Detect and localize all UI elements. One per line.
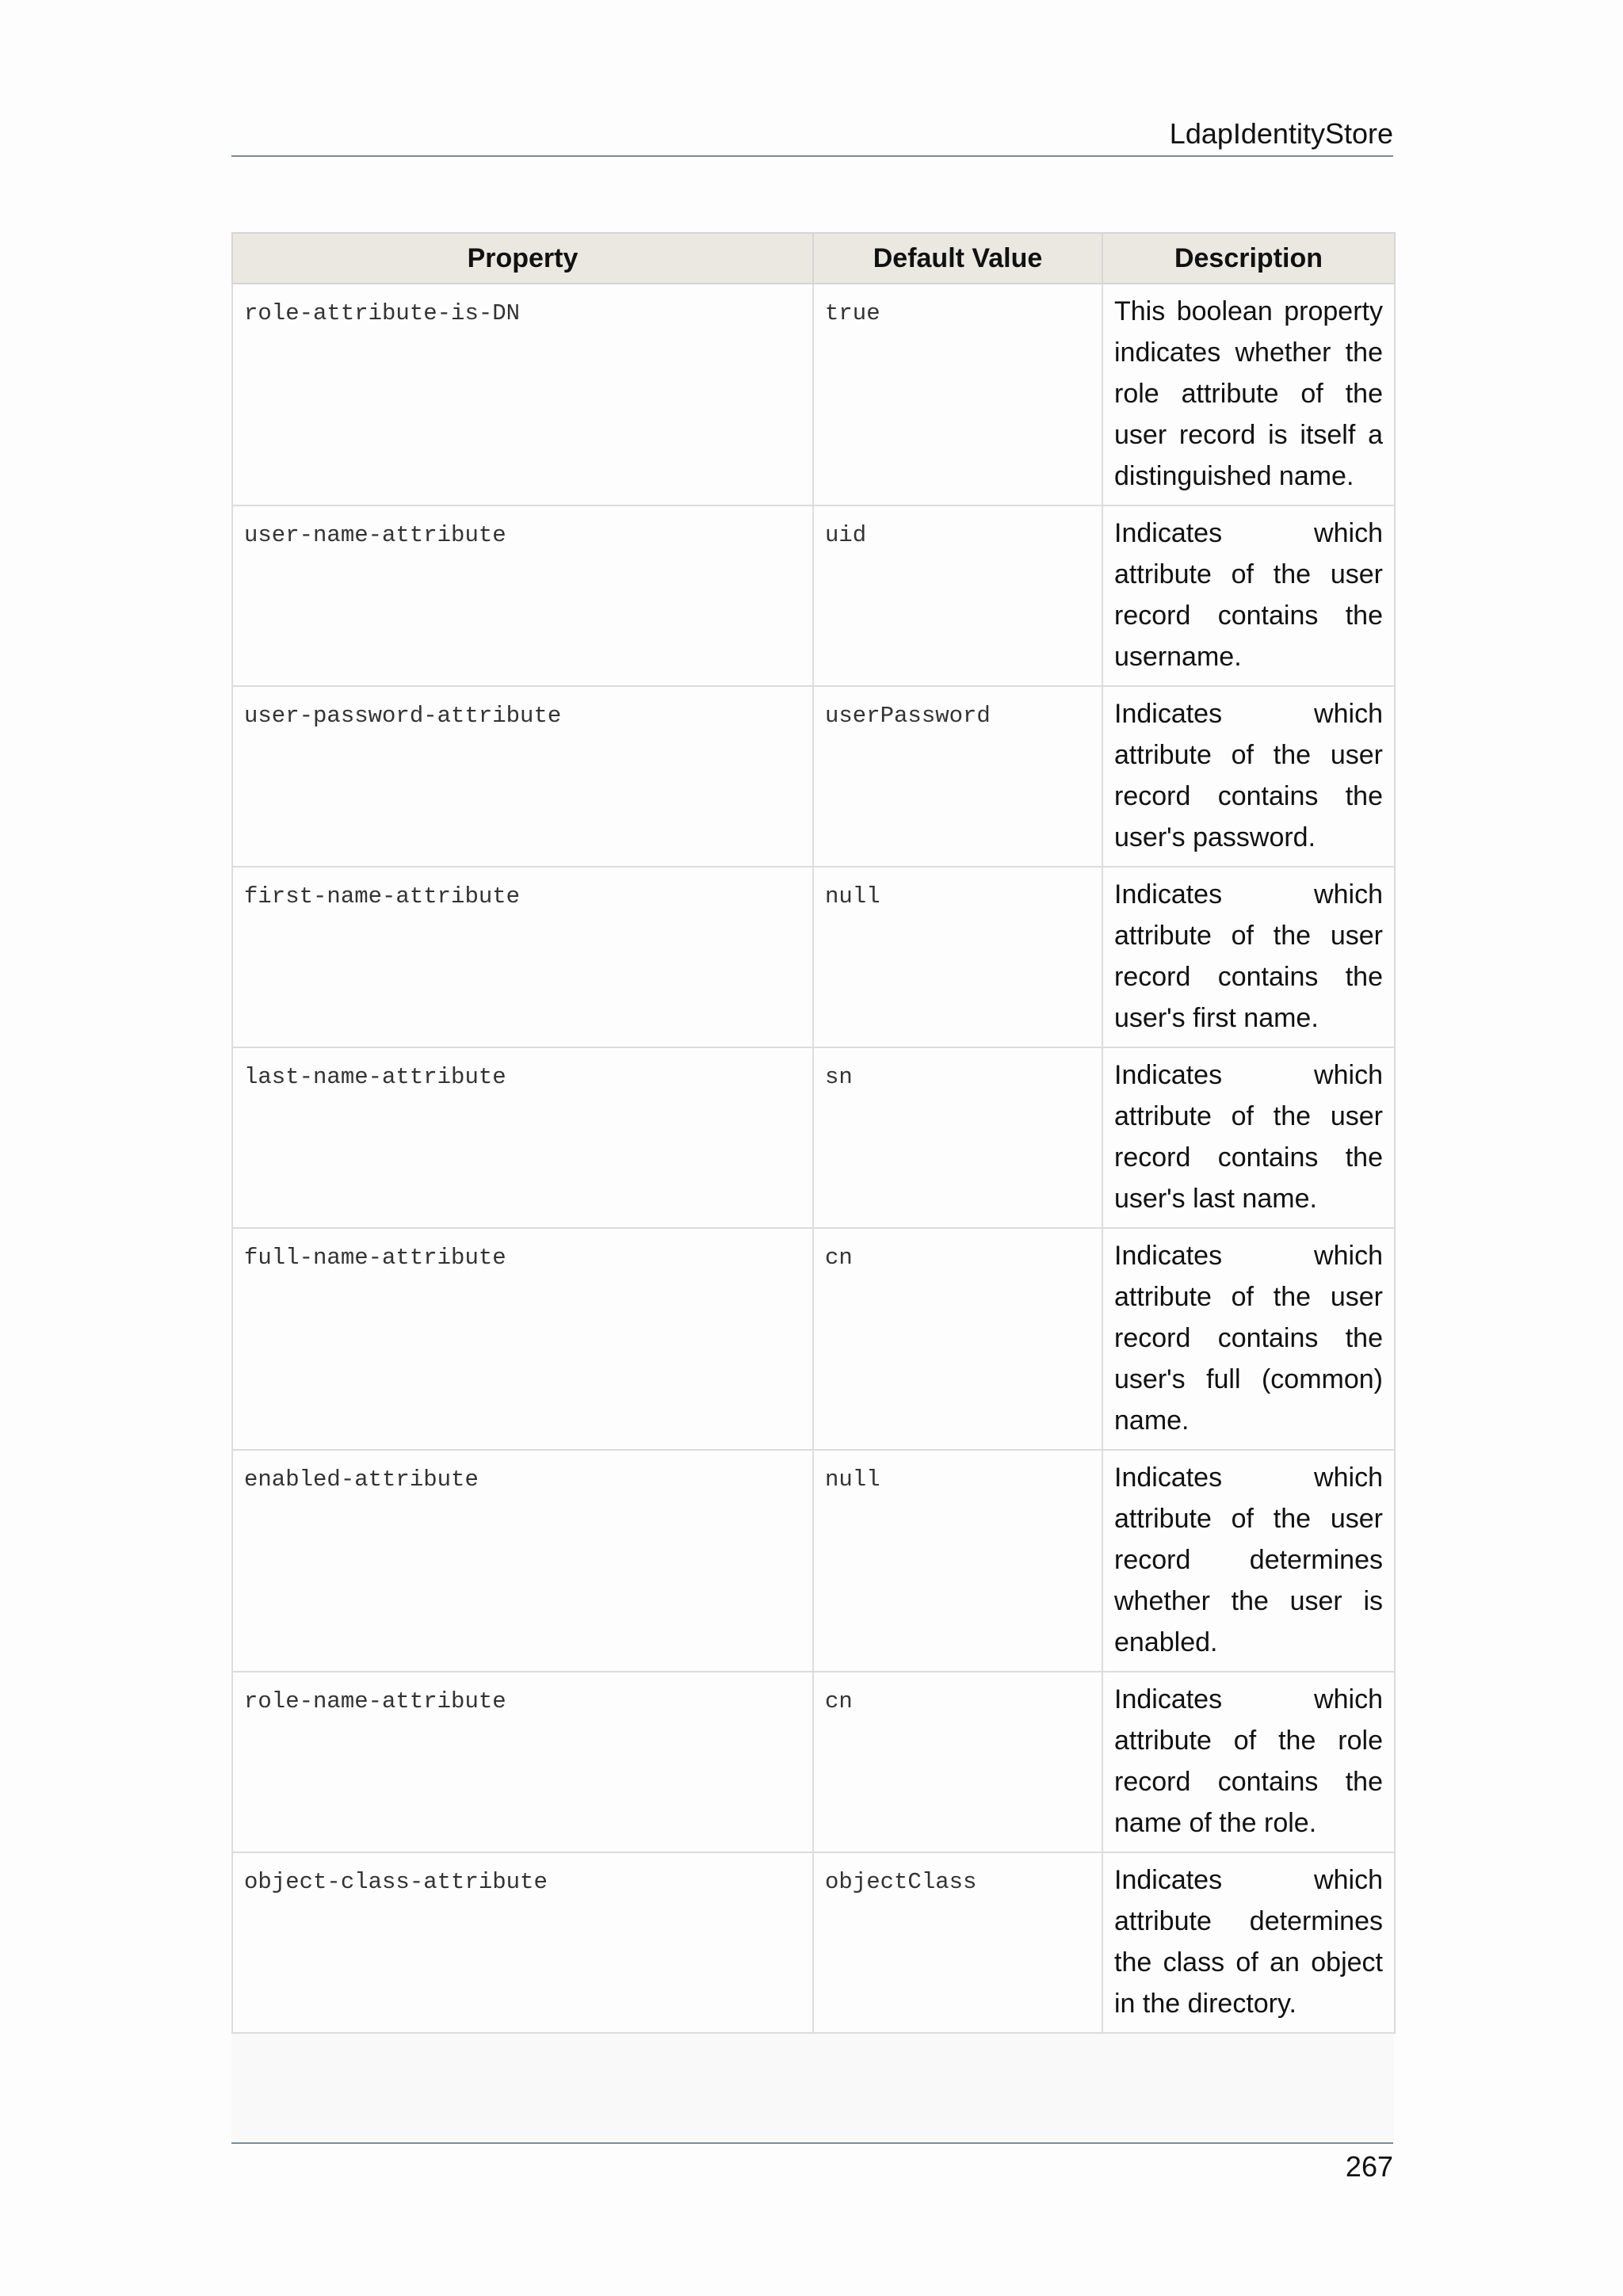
property-cell: user-password-attribute <box>232 686 813 867</box>
header-title: LdapIdentityStore <box>1169 117 1393 150</box>
table-row <box>232 686 1395 867</box>
table-row <box>232 1228 1395 1450</box>
description-cell: This boolean property indicates whether the role attribute of the user record is itself a distinguished name. <box>1102 284 1395 505</box>
default-value-cell: objectClass <box>813 1852 1102 2033</box>
description-cell: Indicates which attribute of the role record contains the name of the role. <box>1102 1672 1395 1852</box>
description-cell: Indicates which attribute of the user record contains the username. <box>1102 505 1395 686</box>
table-row <box>232 1450 1395 1672</box>
table-row <box>232 1852 1395 2033</box>
table-row <box>232 284 1395 505</box>
property-cell: enabled-attribute <box>232 1450 813 1672</box>
default-value-cell: null <box>813 1450 1102 1672</box>
table-row <box>232 867 1395 1047</box>
table-header-row <box>232 233 1395 284</box>
column-header-default-value: Default Value <box>813 233 1102 284</box>
column-header-property: Property <box>232 233 813 284</box>
description-cell: Indicates which attribute of the user record contains the user's first name. <box>1102 867 1395 1047</box>
property-cell: user-name-attribute <box>232 505 813 686</box>
default-value-cell: cn <box>813 1672 1102 1852</box>
default-value-cell: true <box>813 284 1102 505</box>
table-row <box>232 1047 1395 1228</box>
default-value-cell: null <box>813 867 1102 1047</box>
property-cell: role-attribute-is-DN <box>232 284 813 505</box>
table-row <box>232 1672 1395 1852</box>
default-value-cell: cn <box>813 1228 1102 1450</box>
page-footer <box>231 2142 1393 2183</box>
property-cell: full-name-attribute <box>232 1228 813 1450</box>
description-cell: Indicates which attribute of the user record contains the user's password. <box>1102 686 1395 867</box>
description-cell: Indicates which attribute determines the class of an object in the directory. <box>1102 1852 1395 2033</box>
properties-table <box>231 232 1396 2034</box>
property-cell: object-class-attribute <box>232 1852 813 2033</box>
default-value-cell: userPassword <box>813 686 1102 867</box>
default-value-cell: sn <box>813 1047 1102 1228</box>
column-header-description: Description <box>1102 233 1395 284</box>
default-value-cell: uid <box>813 505 1102 686</box>
table-row <box>232 505 1395 686</box>
property-cell: first-name-attribute <box>232 867 813 1047</box>
description-cell: Indicates which attribute of the user record contains the user's full (common) name. <box>1102 1228 1395 1450</box>
description-cell: Indicates which attribute of the user record determines whether the user is enabled. <box>1102 1450 1395 1672</box>
property-cell: last-name-attribute <box>232 1047 813 1228</box>
page-number: 267 <box>1345 2150 1393 2183</box>
page-header <box>231 111 1393 157</box>
description-cell: Indicates which attribute of the user record contains the user's last name. <box>1102 1047 1395 1228</box>
property-cell: role-name-attribute <box>232 1672 813 1852</box>
